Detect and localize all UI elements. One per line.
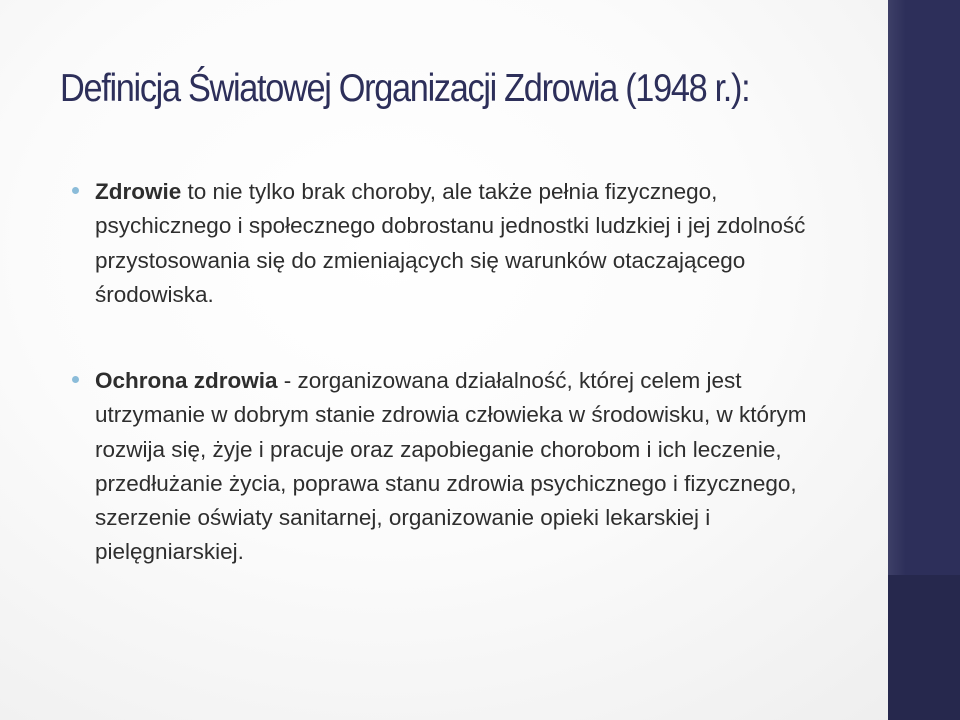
bullet-body: to nie tylko brak choroby, ale także pełnia fizycznego, psychicznego i społecznego dobrostanu jednostki ludzkiej i jej zdolność przystosowania się do zmieniających się warunków otaczającego środowiska.: [95, 179, 806, 307]
bullet-text: [95, 175, 852, 312]
bullet-dot-icon: [72, 187, 79, 194]
bullet-item-zdrowie: [72, 175, 852, 312]
bullet-dot-icon: [72, 376, 79, 383]
slide-title: Definicja Światowej Organizacji Zdrowia (1948 r.):: [60, 67, 750, 110]
bullet-item-ochrona-zdrowia: [72, 364, 852, 570]
sidebar-accent-block: [888, 575, 960, 720]
bullet-body: - zorganizowana działalność, której celem jest utrzymanie w dobrym stanie zdrowia człowieka w środowisku, w którym rozwija się, żyje i pracuje oraz zapobieganie chorobom i ich leczenie, przedłużanie życia, poprawa stanu zdrowia psychicznego i fizycznego, szerzenie oświaty sanitarnej, organizowanie opieki lekarskiej i pielęgniarskiej.: [95, 368, 807, 565]
bullet-text: [95, 364, 852, 570]
right-sidebar-decoration: [888, 0, 960, 720]
bullet-term: Zdrowie: [95, 179, 182, 204]
bullet-term: Ochrona zdrowia: [95, 368, 278, 393]
